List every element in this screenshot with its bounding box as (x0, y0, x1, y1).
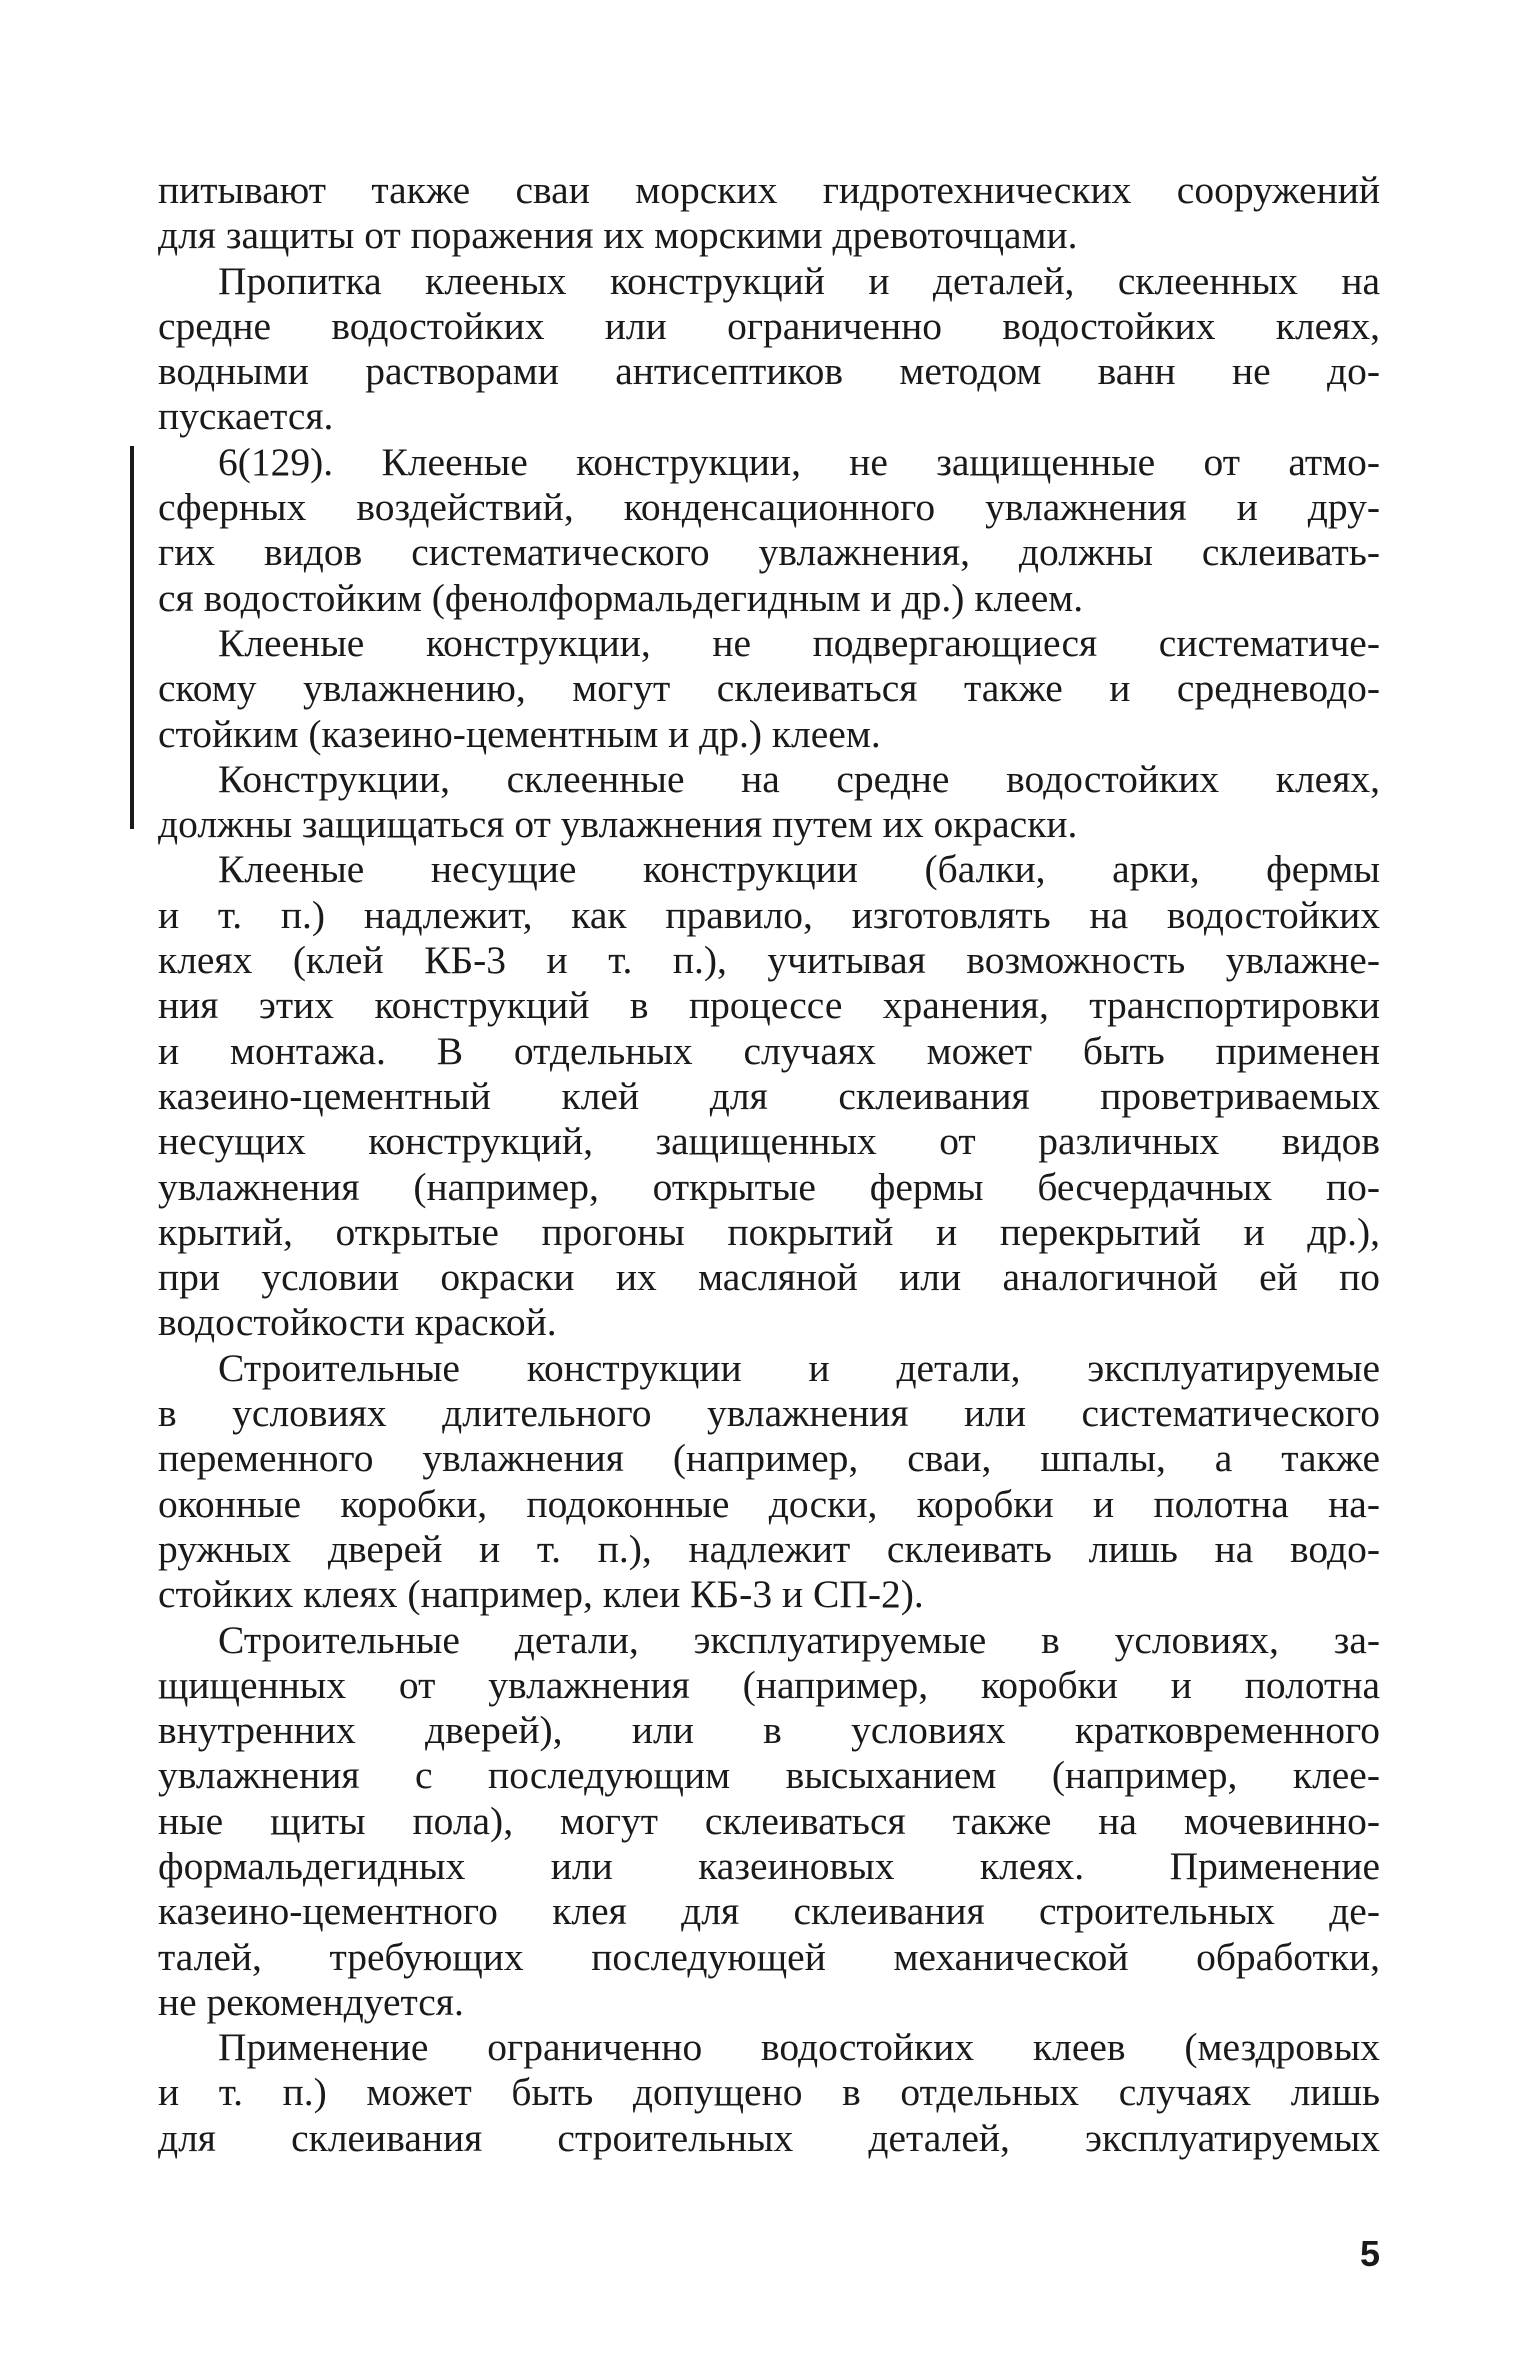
text-line: Клееные конструкции, не подвергающиеся систематиче- (218, 620, 1380, 665)
text-line: и т. п.) надлежит, как правило, изготовлять на водостойких (158, 892, 1380, 937)
text-line: водостойкости краской. (158, 1300, 557, 1345)
text-line: талей, требующих последующей механической обработки, (158, 1934, 1380, 1979)
text-line: для защиты от поражения их морскими древоточцами. (158, 213, 1078, 258)
text-line: крытий, открытые прогоны покрытий и перекрытий и др.), (158, 1209, 1380, 1254)
paragraph-protected-details (158, 1618, 1380, 2026)
text-line: не рекомендуется. (158, 1979, 464, 2024)
text-line: ные щиты пола), могут склеиваться также на мочевинно- (158, 1798, 1380, 1843)
text-line: пускается. (158, 394, 334, 439)
text-line: клеях (клей КБ-3 и т. п.), учитывая возможность увлажне- (158, 938, 1380, 983)
paragraph-clause-6-129 (158, 440, 1380, 621)
paragraph-limited-water-resistance (158, 2025, 1380, 2161)
paragraph-long-term-moisture (158, 1346, 1380, 1618)
text-line: щищенных от увлажнения (например, коробки и полотна (158, 1662, 1380, 1707)
paragraph-impregnation (158, 259, 1380, 440)
text-line: Клееные несущие конструкции (балки, арки, фермы (218, 847, 1380, 892)
text-line: формальдегидных или казеиновых клеях. Применение (158, 1843, 1380, 1888)
text-line: и монтажа. В отдельных случаях может быть применен (158, 1028, 1380, 1073)
paragraph-painting (158, 757, 1380, 848)
text-line: 6(129). Клееные конструкции, не защищенные от атмо- (218, 439, 1380, 484)
text-line: переменного увлажнения (например, сваи, шпалы, а также (158, 1436, 1380, 1481)
text-line: ся водостойким (фенолформальдегидным и др.) клеем. (158, 575, 1084, 620)
text-line: средне водостойких или ограниченно водостойких клеях, (158, 303, 1380, 348)
paragraph-non-systematic (158, 621, 1380, 757)
page-number: 5 (1360, 2233, 1381, 2274)
text-line: ния этих конструкций в процессе хранения, транспортировки (158, 983, 1380, 1028)
text-line: Применение ограниченно водостойких клеев (мездровых (218, 2025, 1380, 2070)
text-line: должны защищаться от увлажнения путем их окраски. (158, 802, 1078, 847)
text-line: сферных воздействий, конденсационного увлажнения и дру- (158, 485, 1380, 530)
text-line: внутренних дверей), или в условиях кратковременного (158, 1708, 1380, 1753)
text-line: ружных дверей и т. п.), надлежит склеивать лишь на водо- (158, 1526, 1380, 1571)
text-line: оконные коробки, подоконные доски, коробки и полотна на- (158, 1481, 1380, 1526)
text-line: несущих конструкций, защищенных от различных видов (158, 1119, 1380, 1164)
text-line: казеино-цементный клей для склеивания проветриваемых (158, 1073, 1380, 1118)
text-line: в условиях длительного увлажнения или систематического (158, 1391, 1380, 1436)
text-line: стойким (казеино-цементным и др.) клеем. (158, 711, 881, 756)
text-line: водными растворами антисептиков методом ванн не до- (158, 349, 1380, 394)
text-line: питывают также сваи морских гидротехнических сооружений (158, 168, 1380, 212)
paragraph-load-bearing (158, 847, 1380, 1345)
text-line: скому увлажнению, могут склеиваться также и средневодо- (158, 666, 1380, 711)
text-line: увлажнения с последующим высыханием (например, клее- (158, 1753, 1380, 1798)
text-line: стойких клеях (например, клеи КБ-3 и СП-2). (158, 1572, 924, 1617)
text-line: Строительные конструкции и детали, эксплуатируемые (218, 1345, 1380, 1390)
text-line: Пропитка клееных конструкций и деталей, склеенных на (218, 258, 1380, 303)
text-line: при условии окраски их масляной или аналогичной ей по (158, 1255, 1380, 1300)
text-line: гих видов систематического увлажнения, должны склеивать- (158, 530, 1380, 575)
text-line: Конструкции, склеенные на средне водостойких клеях, (218, 756, 1380, 801)
text-line: казеино-цементного клея для склеивания строительных де- (158, 1889, 1380, 1934)
paragraph-continuation (158, 168, 1380, 259)
text-line: и т. п.) может быть допущено в отдельных случаях лишь (158, 2070, 1380, 2115)
text-line: Строительные детали, эксплуатируемые в условиях, за- (218, 1617, 1380, 1662)
text-line: увлажнения (например, открытые фермы бесчердачных по- (158, 1164, 1380, 1209)
text-line: для склеивания строительных деталей, эксплуатируемых (158, 2115, 1380, 2160)
page-body (158, 168, 1380, 2161)
revision-change-bar (130, 446, 134, 829)
